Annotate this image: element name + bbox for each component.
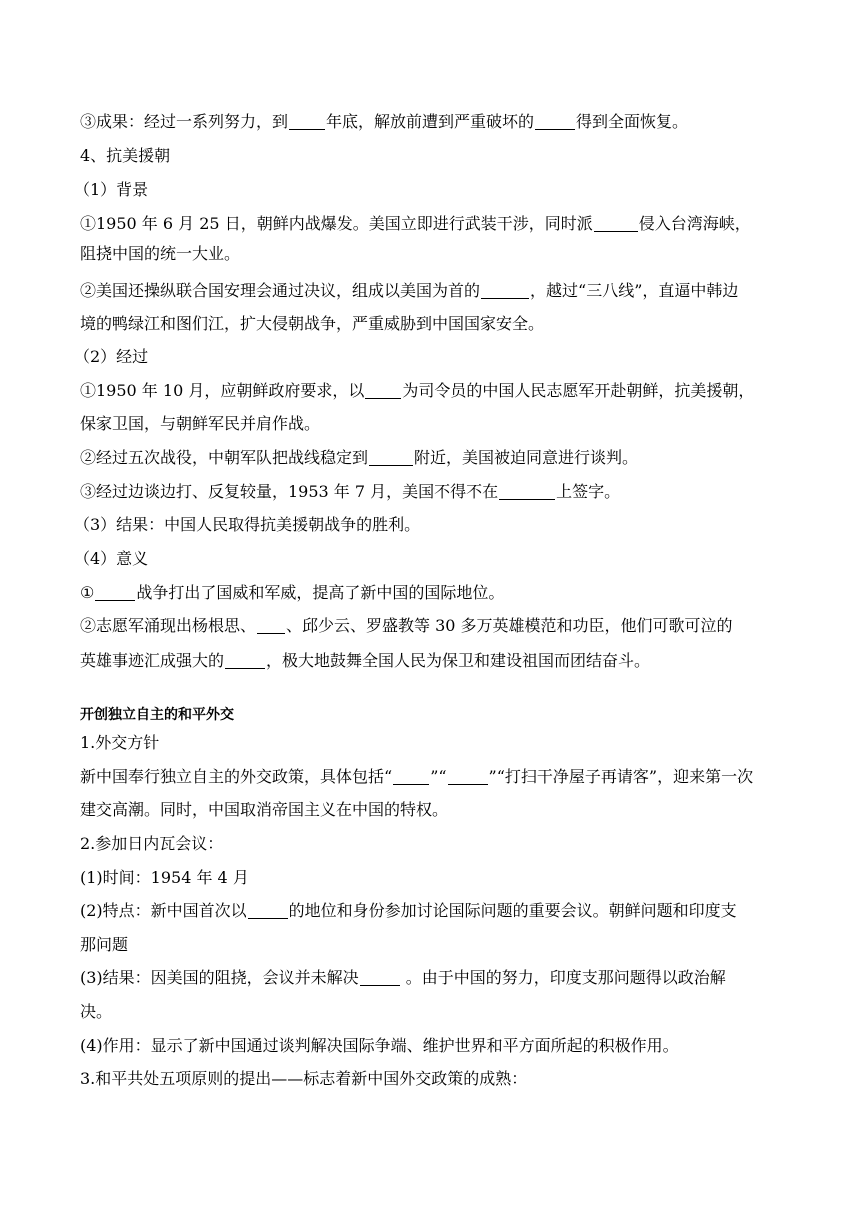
text-segment: ③成果：经过一系列努力，到 [80, 112, 289, 131]
achievement-line [80, 112, 780, 132]
geneva-feature [80, 901, 780, 921]
subheading-background: （1）背景 [74, 180, 149, 199]
subheading-policy: 1.外交方针 [80, 733, 160, 752]
background-item-1-cont: 阻挠中国的统一大业。 [80, 244, 241, 263]
text-segment: 英雄事迹汇成强大的 [80, 651, 225, 670]
section-heading-diplomacy: 开创独立自主的和平外交 [80, 707, 234, 723]
text-segment: 年底，解放前遭到严重破坏的 [326, 112, 535, 131]
background-item-2-cont: 境的鸭绿江和图们江，扩大侵朝战争，严重威胁到中国国家安全。 [80, 314, 545, 333]
text-segment: ②美国还操纵联合国安理会通过决议，组成以美国为首的 [80, 281, 481, 300]
process-item-1-cont: 保家卫国，与朝鲜军民并肩作战。 [80, 414, 321, 433]
process-item-1 [80, 381, 780, 401]
fill-blank[interactable] [365, 384, 401, 399]
fill-blank[interactable] [535, 115, 575, 130]
text-segment: 上签字。 [556, 482, 621, 501]
text-segment: ”“ [430, 767, 447, 786]
fill-blank[interactable] [594, 217, 638, 232]
fill-blank[interactable] [393, 770, 429, 785]
fill-blank[interactable] [289, 115, 325, 130]
subheading-process: （2）经过 [74, 347, 149, 366]
fill-blank[interactable] [369, 451, 413, 466]
fill-blank[interactable] [95, 586, 135, 601]
text-segment: ①1950 年 6 月 25 日，朝鲜内战爆发。美国立即进行武装干涉，同时派 [80, 214, 593, 233]
fill-blank[interactable] [481, 284, 529, 299]
text-segment: ①1950 年 10 月，应朝鲜政府要求，以 [80, 381, 365, 400]
background-item-2 [80, 281, 780, 301]
fill-blank[interactable] [360, 971, 400, 986]
subheading-geneva: 2.参加日内瓦会议： [80, 834, 224, 853]
text-segment: 得到全面恢复。 [576, 112, 689, 131]
text-segment: (3)结果：因美国的阻挠，会议并未解决 [80, 968, 359, 987]
text-segment: 。由于中国的努力，印度支那问题得以政治解 [400, 968, 726, 987]
text-segment: ②经过五次战役，中朝军队把战线稳定到 [80, 448, 369, 467]
process-item-3 [80, 482, 780, 502]
significance-item-1 [80, 583, 780, 603]
text-segment: 新中国奉行独立自主的外交政策，具体包括“ [80, 767, 393, 786]
text-segment: ③经过边谈边打、反复较量，1953 年 7 月，美国不得不在 [80, 482, 499, 501]
background-item-1 [80, 214, 780, 234]
text-segment: ，极大地鼓舞全国人民为保卫和建设祖国而团结奋斗。 [266, 651, 651, 670]
text-segment: 的地位和身份参加讨论国际问题的重要会议。朝鲜问题和印度支 [288, 901, 737, 920]
text-segment: 战争打出了国威和军威，提高了新中国的国际地位。 [136, 583, 505, 602]
text-segment: ① [80, 583, 95, 602]
text-segment: 为司令员的中国人民志愿军开赴朝鲜，抗美援朝， [402, 381, 755, 400]
fill-blank[interactable] [248, 904, 288, 919]
section-heading-korean-war: 4、抗美援朝 [80, 146, 171, 165]
fill-blank[interactable] [257, 619, 285, 634]
text-segment: (2)特点：新中国首次以 [80, 901, 247, 920]
text-segment: 附近，美国被迫同意进行谈判。 [414, 448, 639, 467]
subheading-five-principles: 3.和平共处五项原则的提出——标志着新中国外交政策的成熟： [80, 1069, 528, 1088]
subheading-result: （3）结果：中国人民取得抗美援朝战争的胜利。 [74, 515, 421, 534]
significance-item-2 [80, 616, 780, 636]
geneva-result [80, 968, 780, 988]
geneva-feature-cont: 那问题 [80, 935, 129, 954]
fill-blank[interactable] [448, 770, 488, 785]
subheading-significance: （4）意义 [74, 549, 149, 568]
geneva-effect: (4)作用：显示了新中国通过谈判解决国际争端、维护世界和平方面所起的积极作用。 [80, 1036, 679, 1055]
text-segment: 侵入台湾海峡， [638, 214, 751, 233]
significance-item-2-cont [80, 651, 780, 671]
policy-text [80, 767, 780, 787]
text-segment: ②志愿军涌现出杨根思、 [80, 616, 257, 635]
text-segment: 、邱少云、罗盛教等 30 多万英雄模范和功臣，他们可歌可泣的 [286, 616, 733, 635]
process-item-2 [80, 448, 780, 468]
policy-text-cont: 建交高潮。同时，中国取消帝国主义在中国的特权。 [80, 800, 449, 819]
fill-blank[interactable] [499, 485, 555, 500]
text-segment: ”“打扫干净屋子再请客”，迎来第一次 [488, 767, 754, 786]
geneva-time: (1)时间：1954 年 4 月 [80, 868, 249, 887]
geneva-result-cont: 决。 [80, 1002, 113, 1021]
text-segment: ，越过“三八线”，直逼中韩边 [530, 281, 739, 300]
fill-blank[interactable] [225, 654, 265, 669]
